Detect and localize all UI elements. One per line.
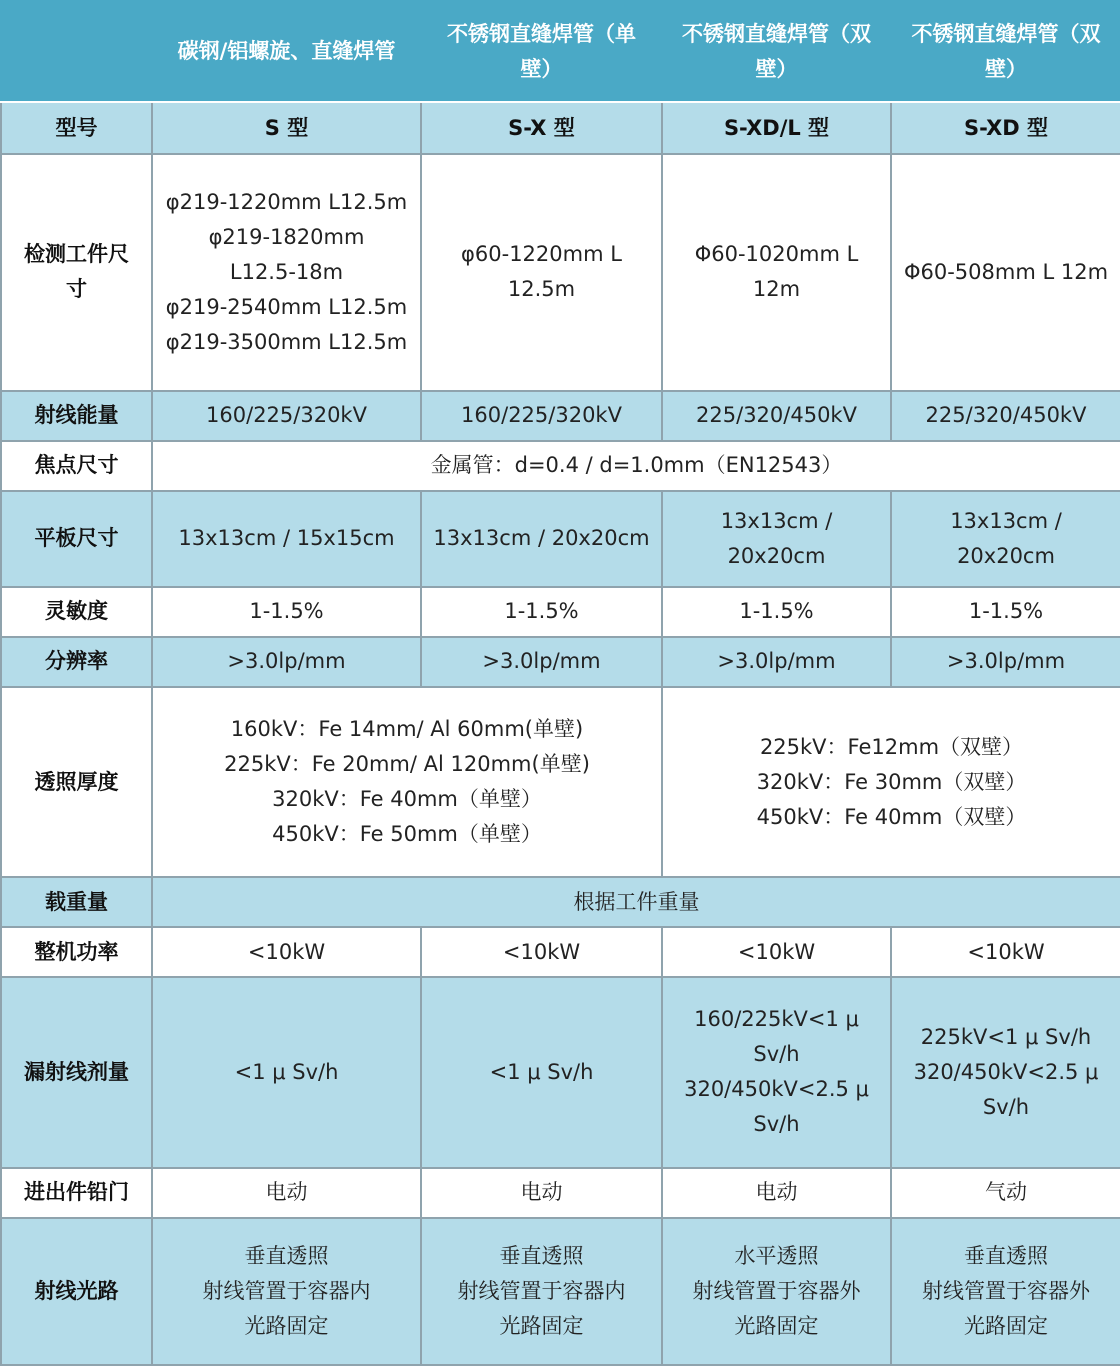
cell: >3.0lp/mm bbox=[662, 637, 891, 687]
cell: 13x13cm / 20x20cm bbox=[421, 491, 662, 587]
row-ray-energy bbox=[1, 391, 1120, 441]
row-label: 漏射线剂量 bbox=[1, 977, 152, 1167]
row-label: 型号 bbox=[1, 102, 152, 154]
cell: 1-1.5% bbox=[152, 587, 421, 637]
cell-span: 金属管：d=0.4 / d=1.0mm（EN12543） bbox=[152, 441, 1120, 491]
row-power bbox=[1, 927, 1120, 977]
cell: 225kV<1 μ Sv/h 320/450kV<2.5 μ Sv/h bbox=[891, 977, 1120, 1167]
cell: 气动 bbox=[891, 1168, 1120, 1218]
cell: 160/225/320kV bbox=[152, 391, 421, 441]
row-label: 透照厚度 bbox=[1, 687, 152, 877]
row-label: 进出件铅门 bbox=[1, 1168, 152, 1218]
row-load-capacity bbox=[1, 877, 1120, 927]
cell: 13x13cm / 15x15cm bbox=[152, 491, 421, 587]
cell: <10kW bbox=[891, 927, 1120, 977]
row-model bbox=[1, 102, 1120, 154]
cell: <10kW bbox=[421, 927, 662, 977]
cell-pair-double-wall: 225kV：Fe12mm（双壁） 320kV：Fe 30mm（双壁） 450kV：Fe 40mm（双壁） bbox=[662, 687, 1120, 877]
row-label: 检测工件尺 寸 bbox=[1, 154, 152, 390]
cell: 13x13cm / 20x20cm bbox=[891, 491, 1120, 587]
cell: 1-1.5% bbox=[891, 587, 1120, 637]
row-workpiece-size bbox=[1, 154, 1120, 390]
cell: 1-1.5% bbox=[662, 587, 891, 637]
cell: <10kW bbox=[152, 927, 421, 977]
cell: <1 μ Sv/h bbox=[421, 977, 662, 1167]
cell: <10kW bbox=[662, 927, 891, 977]
row-lead-door bbox=[1, 1168, 1120, 1218]
row-focal-size bbox=[1, 441, 1120, 491]
cell: Φ60-508mm L 12m bbox=[891, 154, 1120, 390]
cell: Φ60-1020mm L 12m bbox=[662, 154, 891, 390]
header-col-1: 碳钢/铝螺旋、直缝焊管 bbox=[152, 1, 421, 102]
row-resolution bbox=[1, 637, 1120, 687]
cell-span: 根据工件重量 bbox=[152, 877, 1120, 927]
cell: <1 μ Sv/h bbox=[152, 977, 421, 1167]
row-label: 焦点尺寸 bbox=[1, 441, 152, 491]
cell: 160/225kV<1 μ Sv/h 320/450kV<2.5 μ Sv/h bbox=[662, 977, 891, 1167]
row-ray-path bbox=[1, 1218, 1120, 1365]
cell: >3.0lp/mm bbox=[421, 637, 662, 687]
cell: 垂直透照 射线管置于容器外 光路固定 bbox=[891, 1218, 1120, 1365]
cell: φ60-1220mm L 12.5m bbox=[421, 154, 662, 390]
row-label: 射线能量 bbox=[1, 391, 152, 441]
cell: 水平透照 射线管置于容器外 光路固定 bbox=[662, 1218, 891, 1365]
row-sensitivity bbox=[1, 587, 1120, 637]
cell: >3.0lp/mm bbox=[152, 637, 421, 687]
header-col-2: 不锈钢直缝焊管（单 壁） bbox=[421, 1, 662, 102]
row-label: 灵敏度 bbox=[1, 587, 152, 637]
row-penetration-thickness bbox=[1, 687, 1120, 877]
cell: S 型 bbox=[152, 102, 421, 154]
cell: φ219-1220mm L12.5m φ219-1820mm L12.5-18m φ219-2540mm L12.5m φ219-3500mm L12.5m bbox=[152, 154, 421, 390]
header-col-3: 不锈钢直缝焊管（双 壁） bbox=[662, 1, 891, 102]
row-label: 分辨率 bbox=[1, 637, 152, 687]
row-label: 平板尺寸 bbox=[1, 491, 152, 587]
header-corner bbox=[1, 1, 152, 102]
cell: 电动 bbox=[152, 1168, 421, 1218]
row-leakage-dose bbox=[1, 977, 1120, 1167]
row-label: 射线光路 bbox=[1, 1218, 152, 1365]
cell: 垂直透照 射线管置于容器内 光路固定 bbox=[421, 1218, 662, 1365]
cell-pair-single-wall: 160kV：Fe 14mm/ Al 60mm(单壁) 225kV：Fe 20mm/ Al 120mm(单壁) 320kV：Fe 40mm（单壁） 450kV：Fe 50mm（单壁） bbox=[152, 687, 662, 877]
cell: 电动 bbox=[421, 1168, 662, 1218]
header-row bbox=[1, 1, 1120, 102]
cell: 电动 bbox=[662, 1168, 891, 1218]
cell: 1-1.5% bbox=[421, 587, 662, 637]
header-col-4: 不锈钢直缝焊管（双 壁） bbox=[891, 1, 1120, 102]
cell: 13x13cm / 20x20cm bbox=[662, 491, 891, 587]
cell: S-XD/L 型 bbox=[662, 102, 891, 154]
cell: >3.0lp/mm bbox=[891, 637, 1120, 687]
row-label: 整机功率 bbox=[1, 927, 152, 977]
row-label: 载重量 bbox=[1, 877, 152, 927]
cell: 160/225/320kV bbox=[421, 391, 662, 441]
cell: 225/320/450kV bbox=[891, 391, 1120, 441]
row-panel-size bbox=[1, 491, 1120, 587]
cell: 垂直透照 射线管置于容器内 光路固定 bbox=[152, 1218, 421, 1365]
cell: 225/320/450kV bbox=[662, 391, 891, 441]
cell: S-X 型 bbox=[421, 102, 662, 154]
cell: S-XD 型 bbox=[891, 102, 1120, 154]
